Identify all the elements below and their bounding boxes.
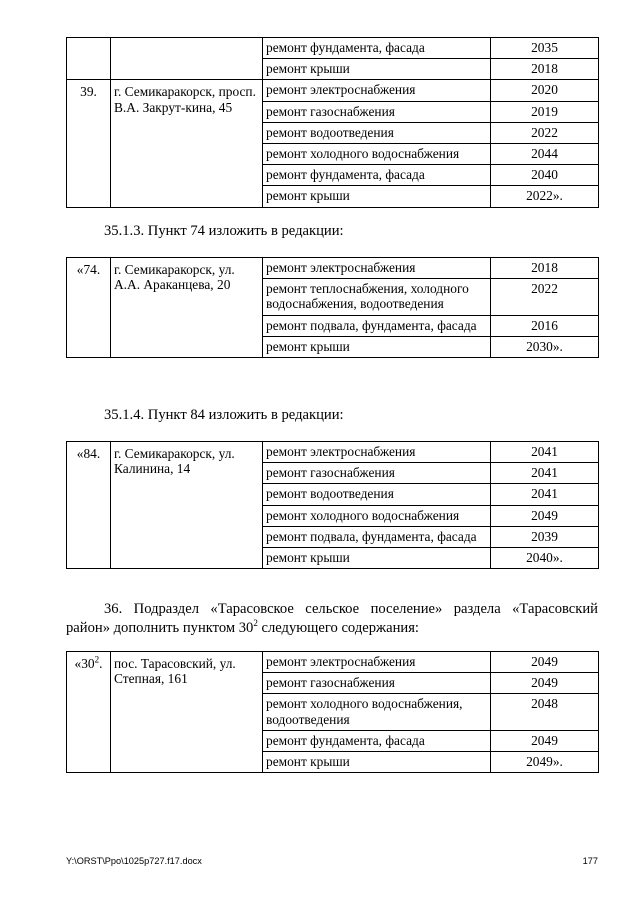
work-table-30-2 (66, 651, 599, 773)
year-cell: 2030». (491, 336, 599, 357)
item-number-cell (67, 652, 111, 773)
footer-file-path: Y:\ORST\Ppo\1025p727.f17.docx (66, 856, 202, 866)
year-cell: 2041 (491, 463, 599, 484)
work-table-84 (66, 441, 599, 569)
year-cell: 2020 (491, 80, 599, 101)
year-cell: 2016 (491, 315, 599, 336)
year-cell: 2040». (491, 548, 599, 569)
paragraph-35-1-3: 35.1.3. Пункт 74 изложить в редакции: (104, 223, 344, 239)
work-type-cell: ремонт крыши (263, 548, 491, 569)
work-type-cell: ремонт подвала, фундамента, фасада (263, 526, 491, 547)
work-type-cell: ремонт газоснабжения (263, 463, 491, 484)
page-number: 177 (582, 856, 598, 866)
year-cell: 2048 (491, 694, 599, 730)
work-type-cell: ремонт электроснабжения (263, 442, 491, 463)
work-type-cell: ремонт водоотведения (263, 122, 491, 143)
work-type-cell: ремонт водоотведения (263, 484, 491, 505)
work-type-cell: ремонт фундамента, фасада (263, 730, 491, 751)
item-number-dot: . (99, 656, 103, 671)
paragraph-36-text: 36. Подраздел «Тарасовское сельское поселение» раздела «Тарасовский район» дополнить пунктом 30 (66, 601, 598, 636)
address-cell: г. Семикаракорск, ул. Калинина, 14 (111, 442, 263, 569)
work-type-cell: ремонт электроснабжения (263, 258, 491, 279)
year-cell: 2040 (491, 165, 599, 186)
work-type-cell: ремонт теплоснабжения, холодного водоснабжения, водоотведения (263, 279, 491, 315)
address-cell (111, 38, 263, 80)
item-number-cell: 39. (67, 80, 111, 207)
year-cell: 2041 (491, 484, 599, 505)
paragraph-36-superscript: 2 (253, 618, 258, 629)
year-cell: 2018 (491, 59, 599, 80)
work-type-cell: ремонт газоснабжения (263, 101, 491, 122)
year-cell: 2049 (491, 673, 599, 694)
item-number-cell: «84. (67, 442, 111, 569)
work-type-cell: ремонт крыши (263, 59, 491, 80)
paragraph-36 (66, 600, 598, 638)
year-cell: 2022 (491, 122, 599, 143)
item-number-superscript: 2 (94, 654, 100, 665)
paragraph-36-text-end: следующего содержания: (257, 620, 419, 636)
year-cell: 2049 (491, 730, 599, 751)
year-cell: 2049 (491, 505, 599, 526)
work-table-continuation-39 (66, 37, 599, 208)
work-type-cell: ремонт крыши (263, 752, 491, 773)
year-cell: 2019 (491, 101, 599, 122)
year-cell: 2018 (491, 258, 599, 279)
item-number-cell (67, 38, 111, 80)
item-number: «30 (74, 656, 95, 671)
address-cell: пос. Тарасовский, ул. Степная, 161 (111, 652, 263, 773)
work-type-cell: ремонт электроснабжения (263, 652, 491, 673)
year-cell: 2041 (491, 442, 599, 463)
work-table-74 (66, 257, 599, 358)
year-cell: 2035 (491, 38, 599, 59)
year-cell: 2039 (491, 526, 599, 547)
year-cell: 2049 (491, 652, 599, 673)
work-type-cell: ремонт электроснабжения (263, 80, 491, 101)
year-cell: 2022 (491, 279, 599, 315)
year-cell: 2049». (491, 752, 599, 773)
work-type-cell: ремонт фундамента, фасада (263, 165, 491, 186)
work-type-cell: ремонт холодного водоснабжения (263, 505, 491, 526)
work-type-cell: ремонт холодного водоснабжения, водоотведения (263, 694, 491, 730)
year-cell: 2022». (491, 186, 599, 207)
work-type-cell: ремонт фундамента, фасада (263, 38, 491, 59)
address-cell: г. Семикаракорск, ул. А.А. Араканцева, 20 (111, 258, 263, 358)
work-type-cell: ремонт газоснабжения (263, 673, 491, 694)
paragraph-35-1-4: 35.1.4. Пункт 84 изложить в редакции: (104, 407, 344, 423)
address-cell: г. Семикаракорск, просп. В.А. Закрут-кина, 45 (111, 80, 263, 207)
work-type-cell: ремонт крыши (263, 186, 491, 207)
work-type-cell: ремонт холодного водоснабжения (263, 144, 491, 165)
work-type-cell: ремонт подвала, фундамента, фасада (263, 315, 491, 336)
work-type-cell: ремонт крыши (263, 336, 491, 357)
year-cell: 2044 (491, 144, 599, 165)
item-number-cell: «74. (67, 258, 111, 358)
